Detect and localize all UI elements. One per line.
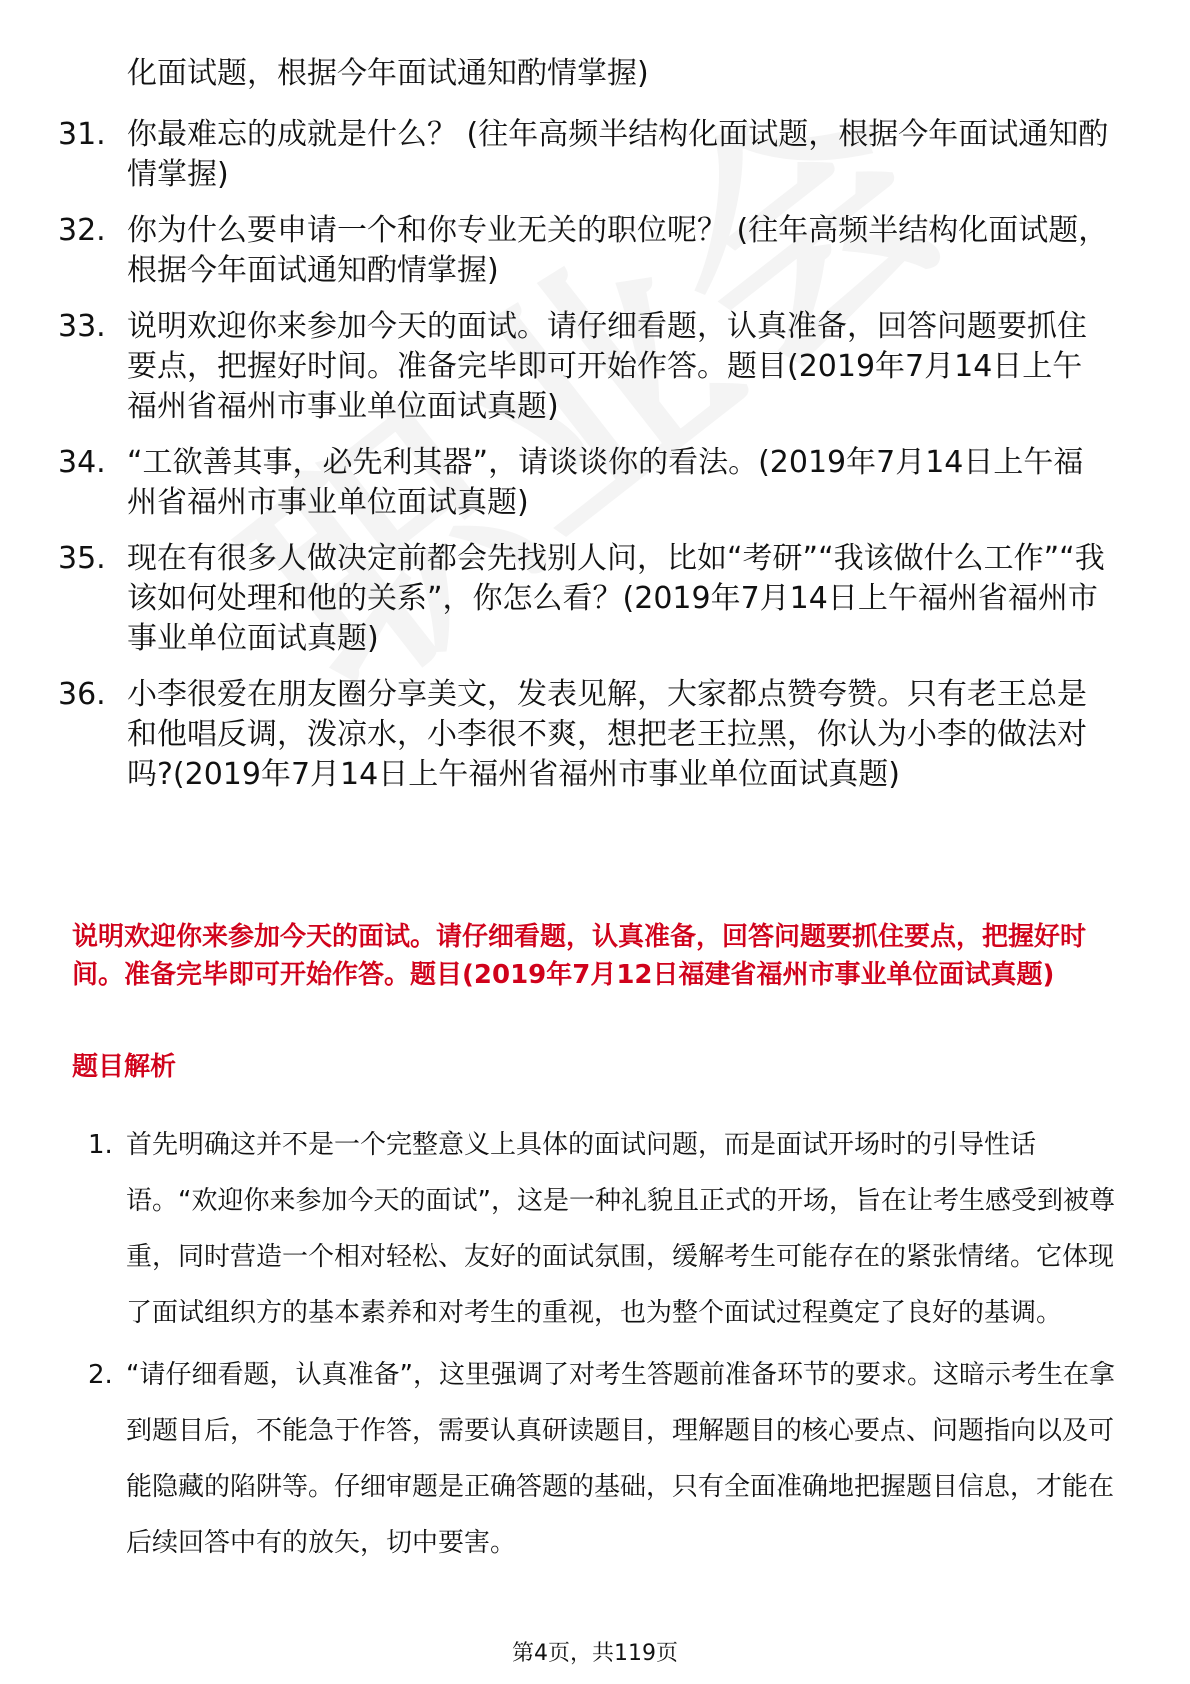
question-item: [58, 443, 1118, 523]
analysis-number: 2.: [88, 1360, 113, 1390]
question-number: 32.: [58, 213, 106, 248]
question-text: 现在有很多人做决定前都会先找别人问，比如“考研”“我该做什么工作”“我该如何处理和他的关系”，你怎么看？(2019年7月14日上午福州省福州市事业单位面试真题): [127, 541, 1105, 656]
analysis-item: [88, 1347, 1128, 1571]
question-number: 36.: [58, 677, 106, 712]
question-item: [58, 675, 1118, 795]
analysis-text: “请仔细看题，认真准备”，这里强调了对考生答题前准备环节的要求。这暗示考生在拿到题目后，不能急于作答，需要认真研读题目，理解题目的核心要点、问题指向以及可能隐藏的陷阱等。仔细审题是正确答题的基础，只有全面准确地把握题目信息，才能在后续回答中有的放矢，切中要害。: [126, 1360, 1115, 1558]
analysis-list: [88, 1117, 1128, 1577]
continued-question-text: 化面试题，根据今年面试通知酌情掌握): [127, 56, 649, 91]
question-number: 35.: [58, 541, 106, 576]
question-item: [58, 539, 1118, 659]
analysis-text: 首先明确这并不是一个完整意义上具体的面试问题，而是面试开场时的引导性话语。“欢迎你来参加今天的面试”，这是一种礼貌且正式的开场，旨在让考生感受到被尊重，同时营造一个相对轻松、友好的面试氛围，缓解考生可能存在的紧张情绪。它体现了面试组织方的基本素养和对考生的重视，也为整个面试过程奠定了良好的基调。: [126, 1130, 1115, 1328]
question-item: [58, 211, 1118, 291]
question-number: 33.: [58, 309, 106, 344]
question-list: [58, 115, 1118, 811]
question-text: 小李很爱在朋友圈分享美文，发表见解，大家都点赞夸赞。只有老王总是和他唱反调，泼凉水，小李很不爽，想把老王拉黑，你认为小李的做法对吗?(2019年7月14日上午福州省福州市事业单位面试真题): [127, 677, 1087, 792]
question-text: 你为什么要申请一个和你专业无关的职位呢？ (往年高频半结构化面试题，根据今年面试通知酌情掌握): [127, 213, 1109, 288]
analysis-label: 题目解析: [72, 1052, 177, 1082]
analysis-item: [88, 1117, 1128, 1341]
question-number: 34.: [58, 445, 106, 480]
analysis-number: 1.: [88, 1130, 113, 1160]
page-footer: 第4页，共119页: [512, 1641, 678, 1666]
question-text: 说明欢迎你来参加今天的面试。请仔细看题，认真准备，回答问题要抓住要点，把握好时间。准备完毕即可开始作答。题目(2019年7月14日上午福州省福州市事业单位面试真题): [127, 309, 1087, 424]
question-number: 31.: [58, 117, 106, 152]
question-item: [58, 307, 1118, 427]
section-heading: 说明欢迎你来参加今天的面试。请仔细看题，认真准备，回答问题要抓住要点，把握好时间。准备完毕即可开始作答。题目(2019年7月12日福建省福州市事业单位面试真题): [72, 922, 1087, 990]
question-item: [58, 115, 1118, 195]
question-text: “工欲善其事，必先利其器”，请谈谈你的看法。(2019年7月14日上午福州省福州市事业单位面试真题): [127, 445, 1084, 520]
question-text: 你最难忘的成就是什么？ (往年高频半结构化面试题，根据今年面试通知酌情掌握): [127, 117, 1109, 192]
